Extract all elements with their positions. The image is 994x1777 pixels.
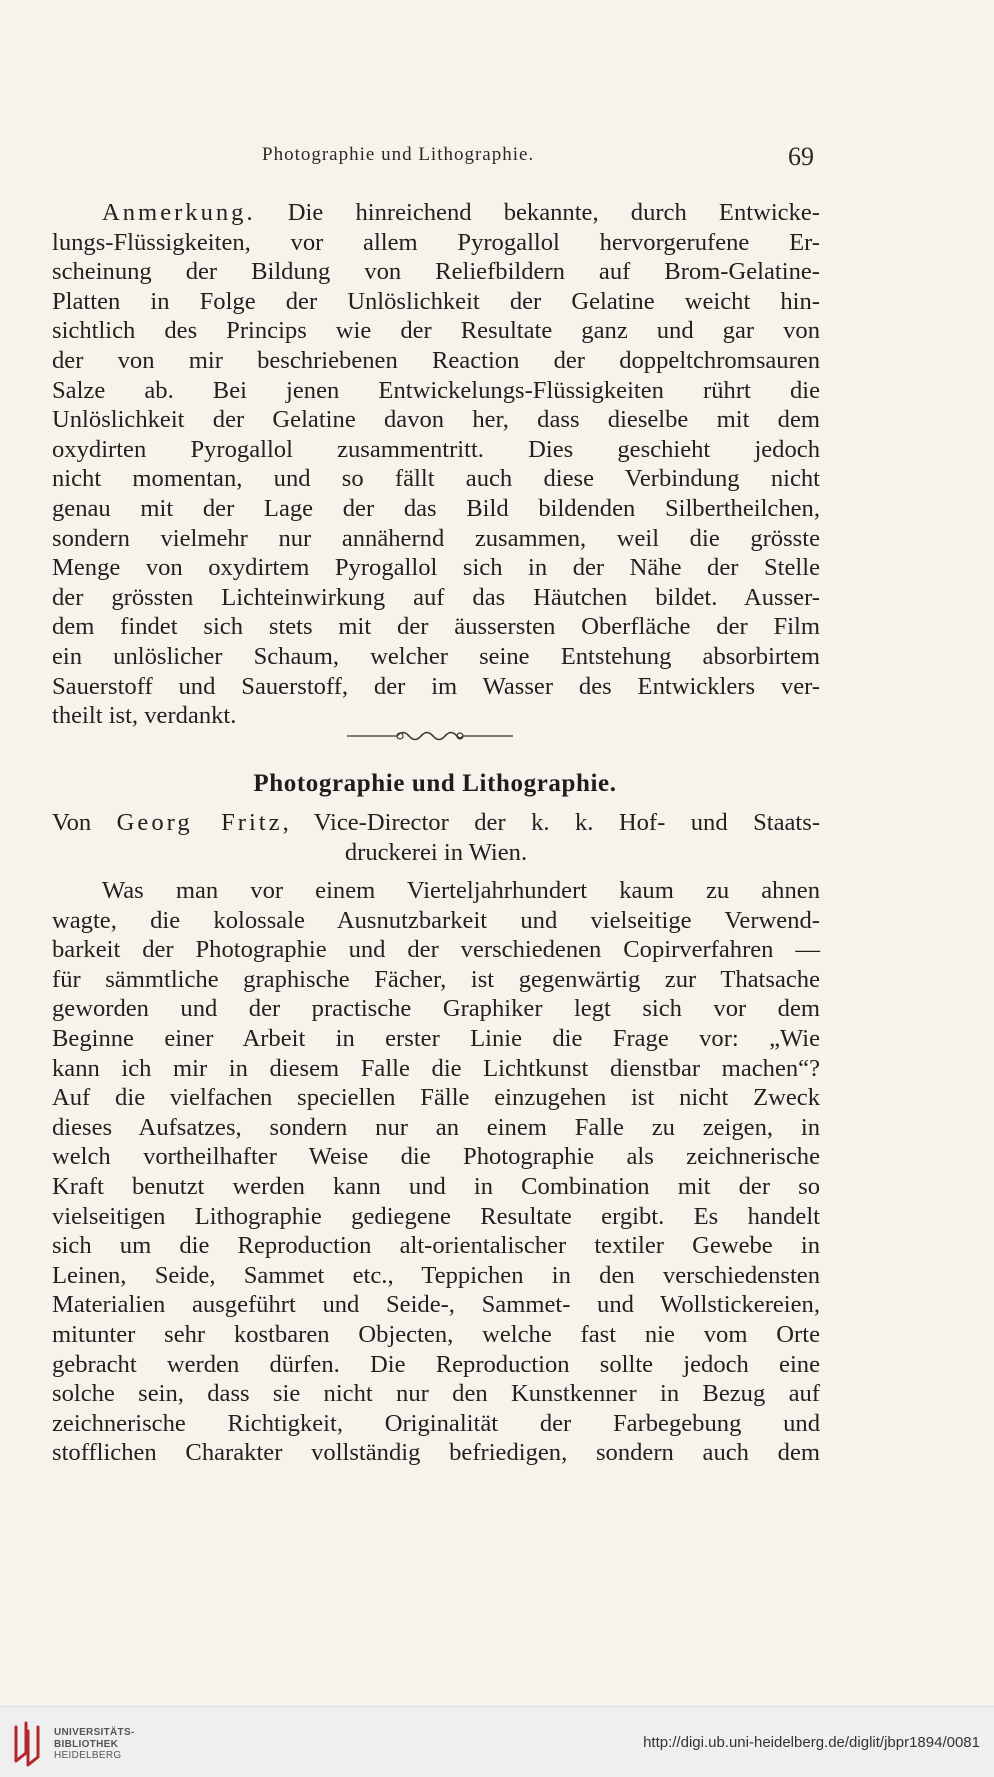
note-line: nicht momentan, und so fällt auch diese Verbindung nicht: [52, 465, 820, 493]
note-line: Sauerstoff und Sauerstoff, der im Wasser des Entwicklers ver-: [52, 672, 820, 700]
body-line: Materialien ausgeführt und Seide-, Sammet- und Wollstickereien,: [52, 1291, 820, 1319]
note-line: sichtlich des Princips wie der Resultate ganz und gar von: [52, 317, 820, 345]
note-line: ein unlöslicher Schaum, welcher seine Entstehung absorbirtem: [52, 642, 820, 670]
author-name: Georg Fritz: [116, 809, 283, 836]
note-line: Unlöslichkeit der Gelatine davon her, dass dieselbe mit dem: [52, 406, 820, 434]
byline-line-1: Von Georg Fritz, Vice-Director der k. k. Hof- und Staats-: [52, 809, 821, 836]
note-lead: Anmerkung.: [102, 199, 256, 226]
body-line: dieses Aufsatzes, sondern nur an einem Falle zu zeigen, in: [52, 1113, 820, 1141]
note-line: sondern vielmehr nur annähernd zusammen, weil die grösste: [52, 524, 820, 552]
body-line: Auf die vielfachen speciellen Fälle einzugehen ist nicht Zweck: [52, 1084, 820, 1112]
body-line: welch vortheilhafter Weise die Photographie als zeichnerische: [52, 1143, 820, 1171]
body-line: geworden und der practische Graphiker legt sich vor dem: [52, 995, 820, 1023]
note-line-0: Anmerkung. Die hinreichend bekannte, durch Entwicke-: [102, 199, 820, 226]
note-line: scheinung der Bildung von Reliefbildern auf Brom-Gelatine-: [52, 258, 820, 286]
university-library-logo-icon: [10, 1721, 46, 1767]
body-line: gebracht werden dürfen. Die Reproduction sollte jedoch eine: [52, 1350, 820, 1378]
body-line: für sämmtliche graphische Fächer, ist gegenwärtig zur Thatsache: [52, 965, 820, 993]
byline-line-2: druckerei in Wien.: [344, 838, 528, 866]
article-byline: [52, 808, 820, 867]
body-line: Kraft benutzt werden kann und in Combination mit der so: [52, 1172, 820, 1200]
body-line: stofflichen Charakter vollständig befriedigen, sondern auch dem: [52, 1439, 820, 1467]
body-line: Beginne einer Arbeit in erster Linie die Frage vor: „Wie: [52, 1024, 820, 1052]
note-line: oxydirten Pyrogallol zusammentritt. Dies geschieht jedoch: [52, 435, 820, 463]
note-line: der von mir beschriebenen Reaction der doppeltchromsauren: [52, 346, 820, 374]
body-line: vielseitigen Lithographie gediegene Resultate ergibt. Es handelt: [52, 1202, 820, 1230]
page-header: [0, 144, 994, 174]
body-line: wagte, die kolossale Ausnutzbarkeit und vielseitige Verwend-: [52, 906, 820, 934]
library-name: UNIVERSITÄTS- BIBLIOTHEK HEIDELBERG: [54, 1727, 135, 1761]
body-line: Leinen, Seide, Sammet etc., Teppichen in den verschiedensten: [52, 1261, 820, 1289]
body-line: mitunter sehr kostbaren Objecten, welche fast nie vom Orte: [52, 1320, 820, 1348]
note-line: theilt ist, verdankt.: [52, 702, 237, 730]
body-line: sich um die Reproduction alt-orientalischer textiler Gewebe in: [52, 1232, 820, 1260]
permalink-url[interactable]: http://digi.ub.uni-heidelberg.de/diglit/jbpr1894/0081: [643, 1734, 980, 1751]
note-line: der grössten Lichteinwirkung auf das Häutchen bildet. Ausser-: [52, 583, 820, 611]
body-line: Was man vor einem Vierteljahrhundert kaum zu ahnen: [102, 877, 820, 904]
body-line: barkeit der Photographie und der verschiedenen Copirverfahren —: [52, 936, 820, 964]
body-line: zeichnerische Richtigkeit, Originalität der Farbegebung und: [52, 1409, 820, 1437]
running-title: Photographie und Lithographie.: [262, 144, 535, 165]
note-line: lungs-Flüssigkeiten, vor allem Pyrogallol hervorgerufene Er-: [52, 228, 820, 256]
article-title: Photographie und Lithographie.: [253, 770, 617, 797]
body-line: solche sein, dass sie nicht nur den Kunstkenner in Bezug auf: [52, 1380, 820, 1408]
article-body: [52, 876, 820, 1468]
note-line: Salze ab. Bei jenen Entwickelungs-Flüssigkeiten rührt die: [52, 376, 820, 404]
page-number: 69: [788, 142, 814, 171]
body-line: kann ich mir in diesem Falle die Lichtkunst dienstbar machen“?: [52, 1054, 820, 1082]
note-line: Platten in Folge der Unlöslichkeit der Gelatine weicht hin-: [52, 287, 820, 315]
footnote-remark: [52, 198, 820, 731]
note-line: dem findet sich stets mit der äussersten Oberfläche der Film: [52, 613, 820, 641]
note-line: Menge von oxydirtem Pyrogallol sich in der Nähe der Stelle: [52, 554, 820, 582]
ornament-divider-icon: [345, 726, 515, 746]
viewer-footer: [0, 1706, 994, 1777]
note-line: genau mit der Lage der das Bild bildenden Silbertheilchen,: [52, 494, 820, 522]
